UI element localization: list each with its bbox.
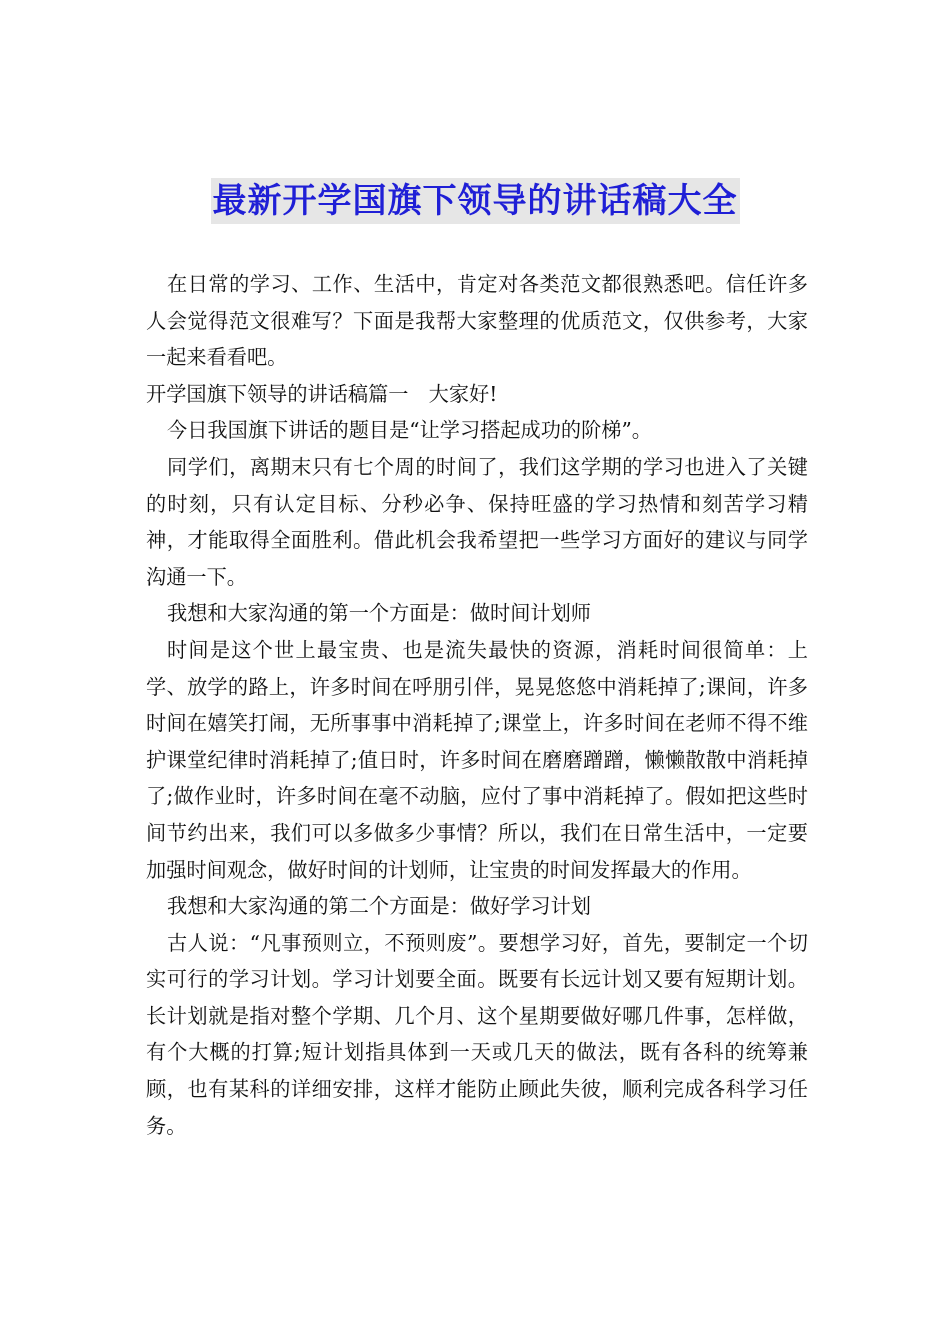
paragraph-time: 时间是这个世上最宝贵、也是流失最快的资源，消耗时间很简单：上学、放学的路上，许多时间在呼朋引伴，晃晃悠悠中消耗掉了;课间，许多时间在嬉笑打闹，无所事事中消耗掉了;课堂上，许多时间在老师不得不维护课堂纪律时消耗掉了;值日时，许多时间在磨磨蹭蹭，懒懒散散中消耗掉了;做作业时，许多时间在毫不动脑，应付了事中消耗掉了。假如把这些时间节约出来，我们可以多做多少事情？所以，我们在日常生活中，一定要加强时间观念，做好时间的计划师，让宝贵的时间发挥最大的作用。	[146, 637, 808, 882]
paragraph-plan: 古人说：“凡事预则立，不预则废”。要想学习好，首先，要制定一个切实可行的学习计划。学习计划要全面。既要有长远计划又要有短期计划。长计划就是指对整个学期、几个月、这个星期要做好哪几件事，怎样做，有个大概的打算;短计划指具体到一天或几天的做法，既有各科的统筹兼顾，也有某科的详细安排，这样才能防止顾此失彼，顺利完成各科学习任务。	[146, 930, 808, 1138]
title-container	[0, 178, 950, 224]
paragraph-heading-greeting: 开学国旗下领导的讲话稿篇一 大家好!	[146, 381, 498, 406]
document-body	[146, 266, 808, 1144]
paragraph-point-two: 我想和大家沟通的第二个方面是：做好学习计划	[167, 894, 591, 919]
paragraph-intro: 在日常的学习、工作、生活中，肯定对各类范文都很熟悉吧。信任许多人会觉得范文很难写？下面是我帮大家整理的优质范文，仅供参考，大家一起来看看吧。	[146, 272, 808, 370]
paragraph-point-one: 我想和大家沟通的第一个方面是：做时间计划师	[167, 601, 591, 626]
document-title: 最新开学国旗下领导的讲话稿大全	[211, 178, 740, 224]
paragraph-speech-topic: 今日我国旗下讲话的题目是“让学习搭起成功的阶梯”。	[167, 418, 652, 443]
paragraph-classmates: 同学们，离期末只有七个周的时间了，我们这学期的学习也进入了关键的时刻，只有认定目标、分秒必争、保持旺盛的学习热情和刻苦学习精神，才能取得全面胜利。借此机会我希望把一些学习方面好的建议与同学沟通一下。	[146, 454, 808, 589]
